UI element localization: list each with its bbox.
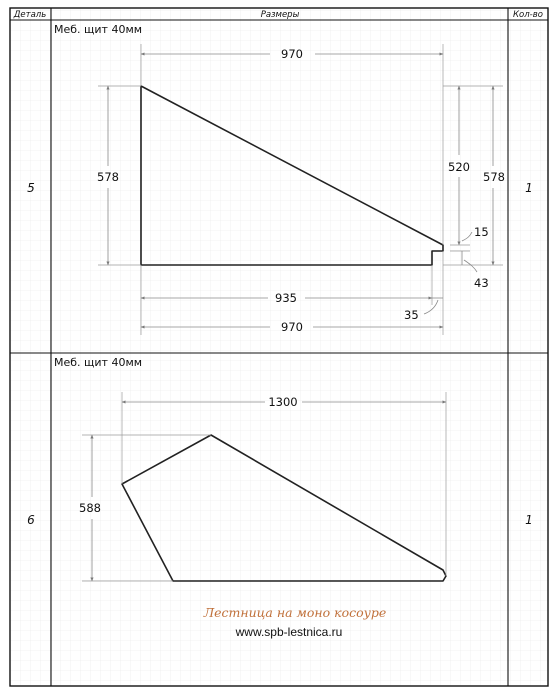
dim-total-width: 970 bbox=[281, 320, 303, 334]
dim-right-outer-height: 578 bbox=[483, 170, 505, 184]
material-label: Меб. щит 40мм bbox=[54, 356, 143, 369]
header-dimensions-label: Размеры bbox=[260, 10, 300, 20]
material-label: Меб. щит 40мм bbox=[54, 23, 143, 36]
quantity-value: 1 bbox=[525, 181, 533, 195]
part-number: 6 bbox=[27, 513, 35, 527]
dim-notch-offset: 43 bbox=[474, 276, 489, 290]
grid-background bbox=[10, 8, 548, 686]
watermark-url: www.spb-lestnica.ru bbox=[235, 625, 343, 639]
dim-notch-width: 35 bbox=[404, 308, 419, 322]
dim-top-width: 970 bbox=[281, 47, 303, 61]
dim-height: 588 bbox=[79, 501, 101, 515]
dim-notch-height: 15 bbox=[474, 225, 489, 239]
part-number: 5 bbox=[27, 181, 35, 195]
header-quantity-label: Кол-во bbox=[513, 10, 543, 20]
dim-bottom-width: 935 bbox=[275, 291, 297, 305]
watermark-title: Лестница на моно косоуре bbox=[203, 605, 387, 620]
dim-right-inner-height: 520 bbox=[448, 160, 470, 174]
header-part-label: Деталь bbox=[13, 10, 47, 20]
dim-width: 1300 bbox=[268, 395, 298, 409]
dim-left-height: 578 bbox=[97, 170, 119, 184]
quantity-value: 1 bbox=[525, 513, 533, 527]
